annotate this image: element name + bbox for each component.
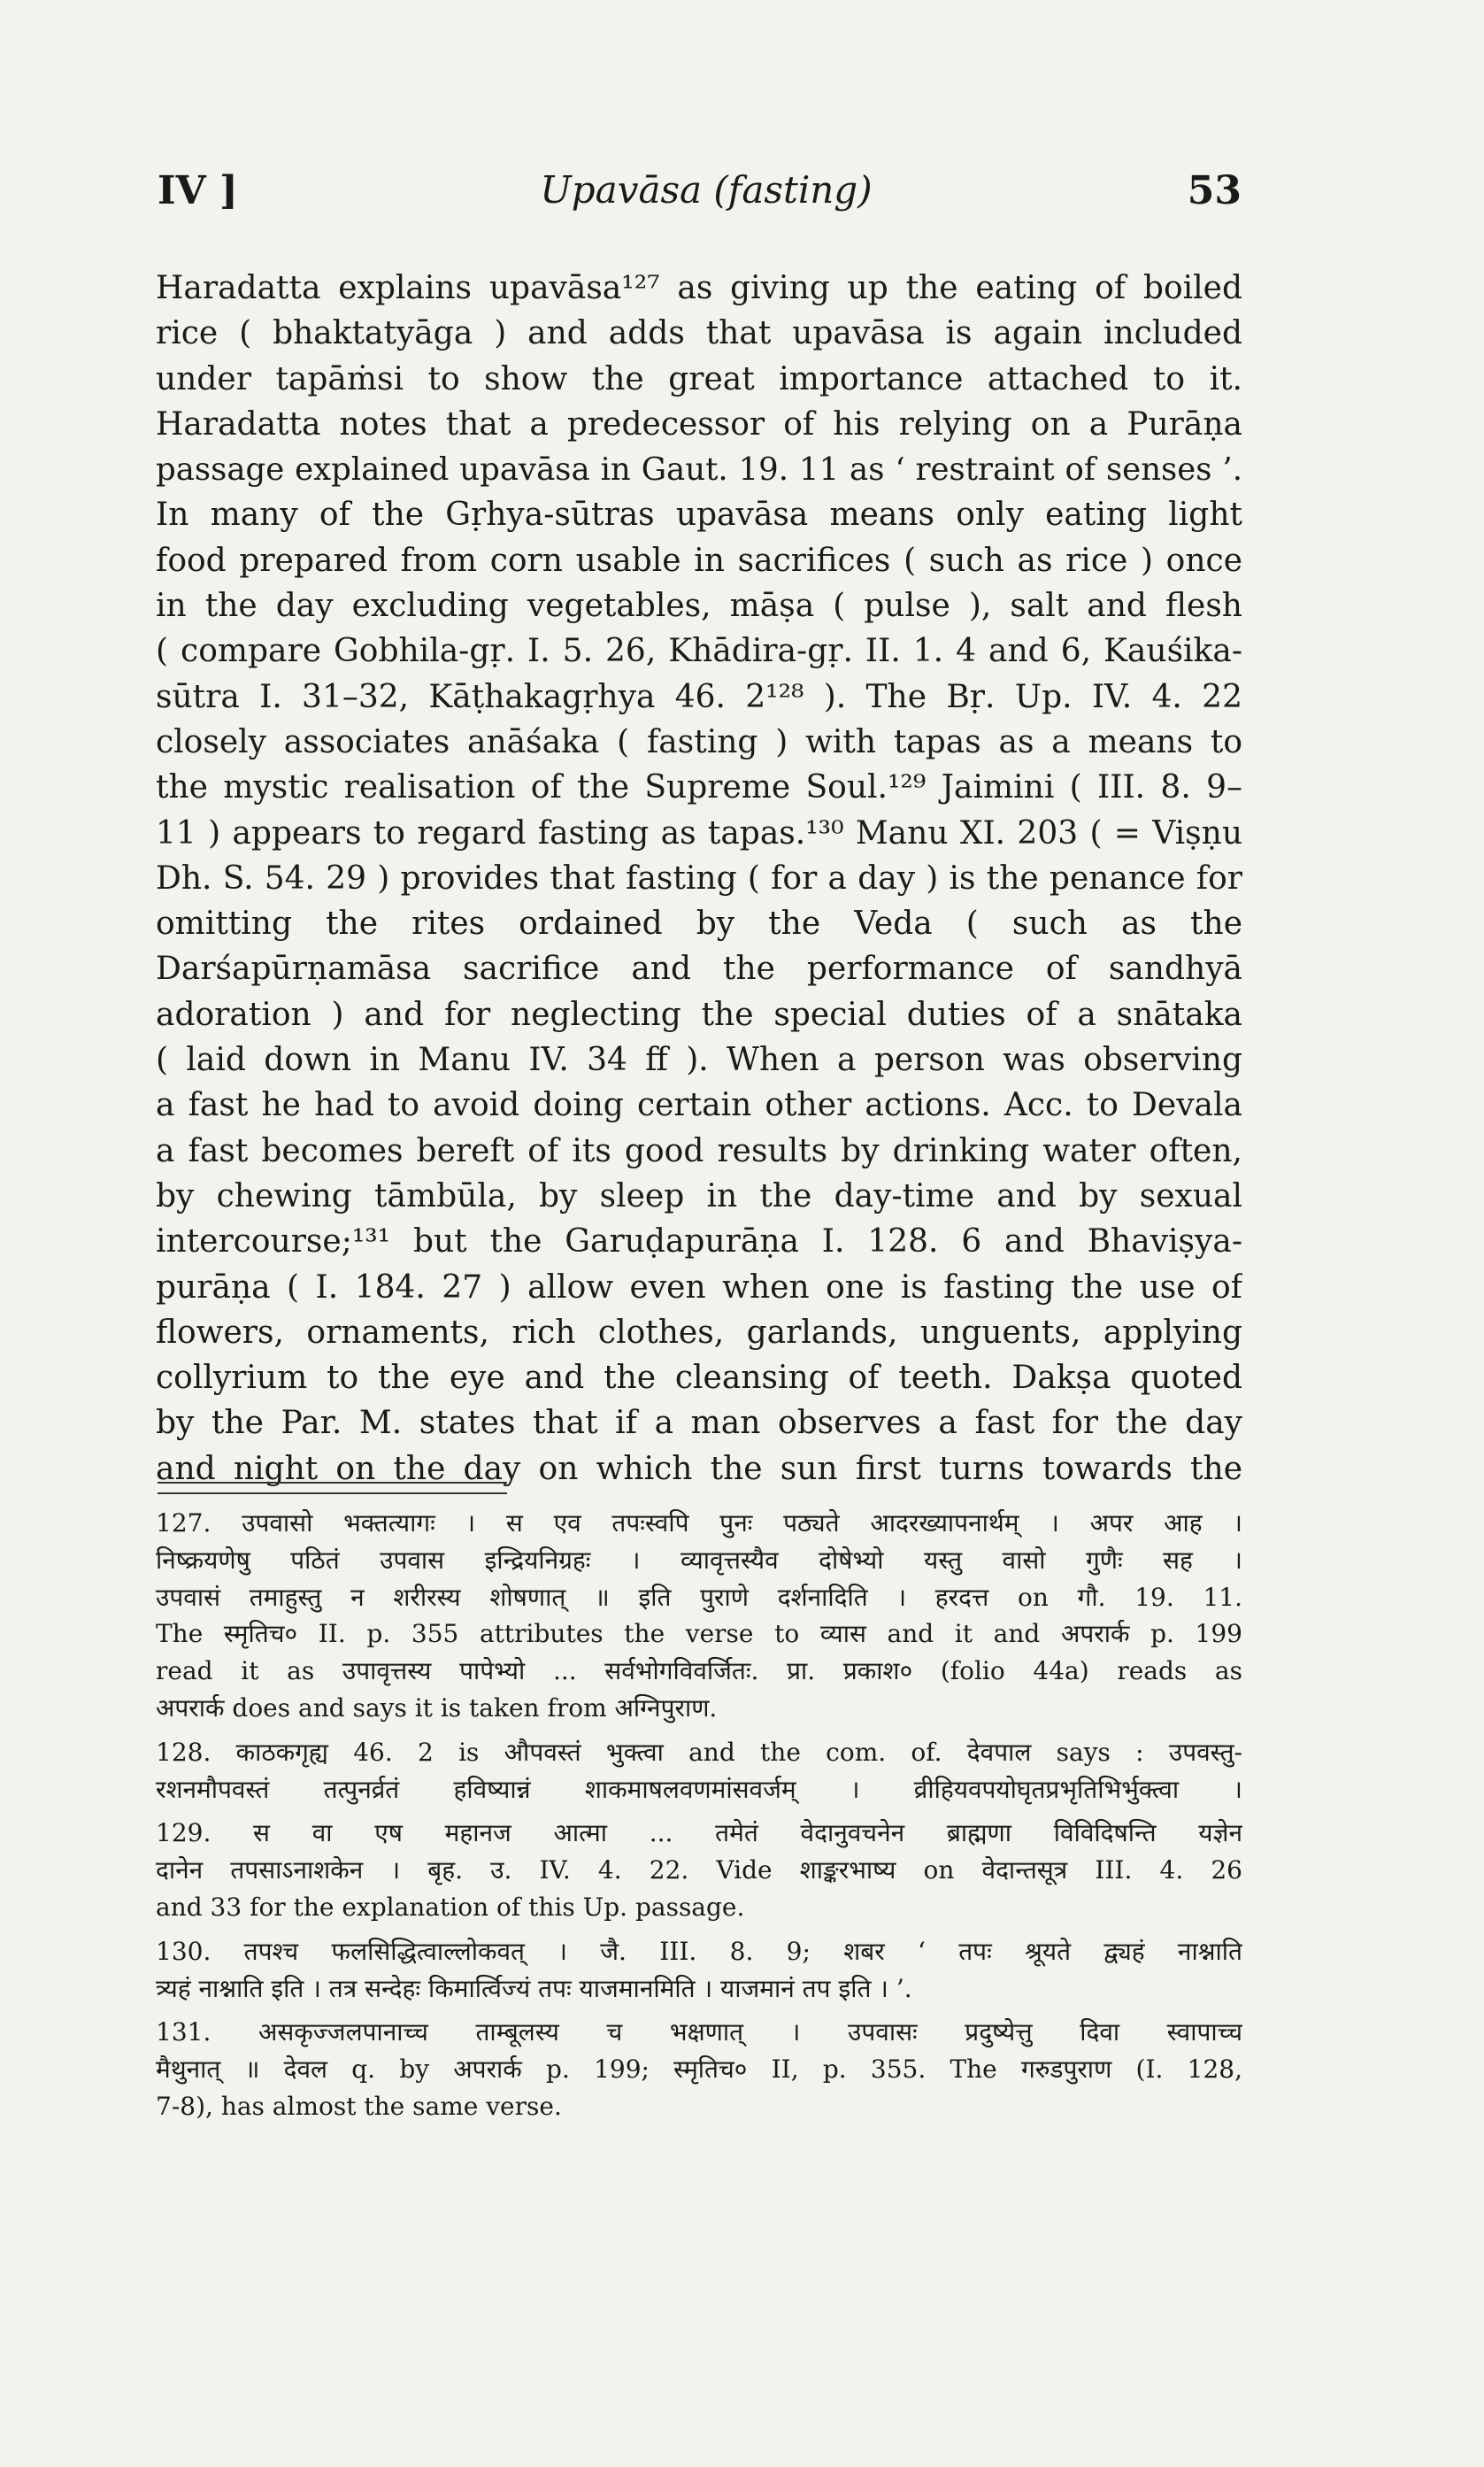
text-line: sūtra I. 31–32, Kāṭhakagṛhya 46. 2¹²⁸ ). The Bṛ. Up. IV. 4. 22 (156, 678, 1242, 715)
footnote-separator (158, 1482, 507, 1494)
footnote-line: and 33 for the explanation of this Up. passage. (156, 1892, 745, 1922)
footnote-line: 131. असकृज्जलपानाच्च ताम्बूलस्य च भक्षणात् । उपवासः प्रदुष्येत्तु दिवा स्वापाच्च (156, 2017, 1242, 2047)
text-line: Haradatta explains upavāsa¹²⁷ as giving up the eating of boiled (156, 270, 1242, 306)
page-number: 53 (1187, 168, 1242, 213)
text-line: the mystic realisation of the Supreme Soul.¹²⁹ Jaimini ( III. 8. 9– (156, 769, 1242, 806)
footnote-line: 127. उपवासो भक्तत्यागः । स एव तपःस्वपि पुनः पठ्यते आदरख्यापनार्थम् । अपर आह । (156, 1508, 1242, 1538)
running-header (158, 168, 1242, 221)
footnote-128 (156, 1734, 1242, 1808)
footnote-131 (156, 2014, 1242, 2124)
text-line: 11 ) appears to regard fasting as tapas.¹³⁰ Manu XI. 203 ( = Viṣṇu (156, 814, 1242, 852)
text-line: closely associates anāśaka ( fasting ) with tapas as a means to (156, 723, 1242, 760)
text-line: ( compare Gobhila-gṛ. I. 5. 26, Khādira-gṛ. II. 1. 4 and 6, Kauśika- (156, 633, 1242, 670)
footnote-line: 7-8), has almost the same verse. (156, 2091, 562, 2121)
footnote-line: निष्क्रयणेषु पठितं उपवास इन्द्रियनिग्रहः । व्यावृत्तस्यैव दोषेभ्यो यस्तु वासो गुणैः सह । (156, 1545, 1242, 1575)
text-line: Haradatta notes that a predecessor of his relying on a Purāṇa (156, 405, 1242, 443)
text-line: passage explained upavāsa in Gaut. 19. 11 as ‘ restraint of senses ’. (156, 451, 1242, 489)
footnote-129 (156, 1815, 1242, 1925)
text-line: flowers, ornaments, rich clothes, garlands, unguents, applying (156, 1314, 1242, 1351)
text-line: and night on the day on which the sun first turns towards the (156, 1450, 1242, 1487)
footnote-line: 128. काठकगृह्य 46. 2 is औपवस्तं भुक्त्वा and the com. of. देवपाल says : उपवस्तु- (156, 1737, 1242, 1767)
footnote-line: The स्मृतिच० II. p. 355 attributes the verse to व्यास and it and अपरार्क p. 199 (156, 1619, 1242, 1649)
text-line: a fast he had to avoid doing certain other actions. Acc. to Devala (156, 1087, 1242, 1124)
text-line: a fast becomes bereft of its good results by drinking water often, (156, 1132, 1242, 1169)
footnote-line: मैथुनात् ॥ देवल q. by अपरार्क p. 199; स्मृतिच० II, p. 355. The गरुडपुराण (I. 128, (156, 2055, 1242, 2085)
main-text (156, 266, 1242, 1492)
chapter-mark: IV ] (158, 168, 238, 213)
footnote-line: 129. स वा एष महानज आत्मा ... तमेतं वेदानुवचनेन ब्राह्मणा विविदिषन्ति यज्ञेन (156, 1818, 1242, 1848)
footnote-line: रशनमौपवस्तं तत्पुनर्व्रतं हविष्यान्नं शाकमाषलवणमांसवर्जम् । व्रीहियवपयोघृतप्रभृतिभिर्भुक्त्वा । (156, 1774, 1242, 1804)
footnote-130 (156, 1933, 1242, 2008)
running-title: Upavāsa (fasting) (540, 168, 873, 212)
text-line: In many of the Gṛhya-sūtras upavāsa means only eating light (156, 497, 1242, 534)
footnote-line: read it as उपावृत्तस्य पापेभ्यो ... सर्वभोगविवर्जितः. प्रा. प्रकाश० (folio 44a) reads as (156, 1656, 1242, 1686)
footnote-line: त्र्यहं नाश्नाति इति । तत्र सन्देहः किमार्त्विज्यं तपः याजमानमिति । याजमानं तप इति । ’. (156, 1973, 912, 2003)
text-line: food prepared from corn usable in sacrifices ( such as rice ) once (156, 542, 1242, 579)
text-line: under tapāṁsi to show the great importance attached to it. (156, 360, 1242, 397)
text-line: omitting the rites ordained by the Veda ( such as the (156, 906, 1242, 943)
text-line: ( laid down in Manu IV. 34 ff ). When a person was observing (156, 1042, 1242, 1079)
text-line: Darśapūrṇamāsa sacrifice and the performance of sandhyā (156, 951, 1242, 988)
footnote-line: दानेन तपसाऽनाशकेन । बृह. उ. IV. 4. 22. Vide शाङ्करभाष्य on वेदान्तसूत्र III. 4. 26 (156, 1855, 1242, 1885)
text-line: by chewing tāmbūla, by sleep in the day-time and by sexual (156, 1177, 1242, 1214)
text-line: by the Par. M. states that if a man observes a fast for the day (156, 1405, 1242, 1442)
text-line: Dh. S. 54. 29 ) provides that fasting ( for a day ) is the penance for (156, 860, 1242, 897)
footnotes (156, 1505, 1242, 2125)
text-line: rice ( bhaktatyāga ) and adds that upavāsa is again included (156, 315, 1242, 352)
text-line: collyrium to the eye and the cleansing of teeth. Dakṣa quoted (156, 1360, 1242, 1397)
footnote-127 (156, 1505, 1242, 1727)
footnote-line: अपरार्क does and says it is taken from अग्निपुराण. (156, 1692, 718, 1723)
text-line: adoration ) and for neglecting the special duties of a snātaka (156, 996, 1242, 1033)
footnote-line: उपवासं तमाहुस्तु न शरीरस्य शोषणात् ॥ इति पुराणे दर्शनादिति । हरदत्त on गौ. 19. 11. (156, 1582, 1242, 1612)
footnote-line: 130. तपश्च फलसिद्धित्वाल्लोकवत् । जै. III. 8. 9; शबर ‘ तपः श्रूयते द्व्यहं नाश्नाति (156, 1936, 1242, 1966)
text-line: purāṇa ( I. 184. 27 ) allow even when one is fasting the use of (156, 1268, 1242, 1306)
text-line: intercourse;¹³¹ but the Garuḍapurāṇa I. 128. 6 and Bhaviṣya- (156, 1223, 1242, 1260)
text-line: in the day excluding vegetables, māṣa ( pulse ), salt and flesh (156, 588, 1242, 625)
